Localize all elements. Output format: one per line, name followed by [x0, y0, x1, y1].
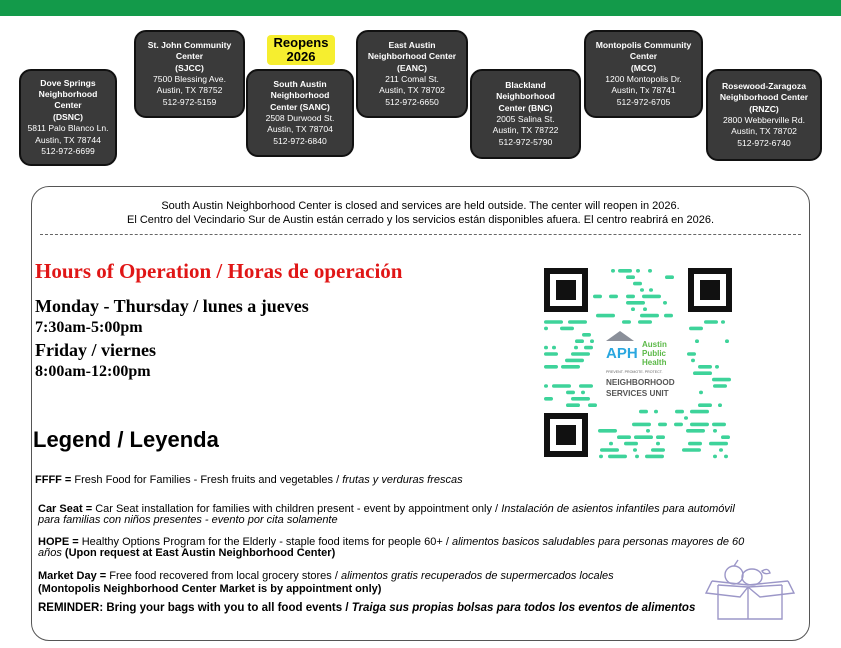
- food-event-reminder: [38, 603, 788, 614]
- aph-unit-line2: SERVICES UNIT: [606, 389, 669, 398]
- legend-market-day: [38, 570, 788, 596]
- qr-module: [725, 339, 729, 343]
- center-street: 7500 Blessing Ave.: [153, 74, 226, 84]
- info-panel: [31, 186, 810, 641]
- qr-module: [544, 397, 553, 401]
- center-card-sanc: [246, 69, 354, 157]
- qr-module: [544, 365, 558, 369]
- qr-module: [684, 416, 688, 420]
- qr-module: [687, 352, 696, 356]
- qr-module: [574, 346, 578, 350]
- legend-car-seat: [38, 504, 788, 526]
- legend-note-hope: (Upon request at East Austin Neighborhood Center): [64, 547, 336, 559]
- legend-note-market-day: (Montopolis Neighborhood Center Market is by appointment only): [38, 583, 382, 595]
- qr-module: [566, 391, 575, 395]
- qr-module: [691, 359, 695, 363]
- qr-finder-bottom-left: [544, 413, 588, 457]
- reopens-year: 2026: [286, 49, 316, 64]
- hours-days-fri: Friday / viernes: [35, 340, 156, 360]
- legend-desc-market-day: Free food recovered from local grocery stores /: [109, 570, 338, 582]
- center-abbr: (EANC): [396, 62, 428, 73]
- qr-module: [544, 384, 548, 388]
- qr-module: [596, 314, 615, 318]
- qr-module: [649, 288, 653, 292]
- legend-term-car-seat: Car Seat =: [38, 503, 93, 515]
- center-name: Rosewood-Zaragoza: [721, 80, 807, 91]
- center-street: 1200 Montopolis Dr.: [605, 74, 682, 84]
- center-street: 5811 Palo Blanco Ln.: [27, 123, 109, 134]
- center-abbr: (DSNC): [52, 111, 84, 122]
- qr-module: [590, 339, 594, 343]
- center-name: East Austin: [388, 39, 436, 50]
- center-name: South Austin: [273, 78, 327, 89]
- qr-module: [713, 455, 717, 459]
- hours-title: Hours of Operation / Horas de operación: [35, 259, 403, 283]
- qr-module: [715, 365, 719, 369]
- qr-module: [646, 429, 650, 433]
- qr-module: [721, 320, 725, 324]
- legend-es-car-seat-2: para familias con niños presentes - evento por cita solamente: [38, 514, 338, 526]
- qr-module: [566, 403, 580, 407]
- qr-module: [624, 442, 638, 446]
- qr-module: [544, 320, 563, 324]
- qr-module: [656, 442, 660, 446]
- qr-module: [552, 384, 571, 388]
- legend-es-market-day: alimentos gratis recuperados de supermercados locales: [340, 570, 614, 582]
- qr-module: [643, 307, 647, 311]
- aph-unit-line1: NEIGHBORHOOD: [606, 378, 675, 387]
- qr-module: [686, 429, 705, 433]
- qr-module: [698, 365, 712, 369]
- qr-module: [544, 346, 548, 350]
- legend-desc-car-seat: Car Seat installation for families with children present - event by appointment only /: [95, 503, 499, 515]
- qr-module: [721, 435, 730, 439]
- qr-module: [593, 295, 602, 299]
- qr-module: [582, 333, 591, 337]
- grocery-box-icon: [704, 557, 796, 621]
- legend-term-ffff: FFFF =: [35, 474, 72, 486]
- aph-tagline: PREVENT. PROMOTE. PROTECT.: [606, 370, 663, 374]
- qr-module: [642, 295, 661, 299]
- center-city: Austin, TX 78704: [267, 124, 333, 135]
- center-name: Neighborhood: [496, 91, 555, 102]
- qr-module: [719, 448, 723, 452]
- top-accent-bar: [0, 0, 841, 16]
- qr-module: [600, 448, 619, 452]
- legend-term-market-day: Market Day =: [38, 570, 107, 582]
- qr-module: [571, 352, 590, 356]
- qr-module: [609, 295, 618, 299]
- qr-module: [635, 455, 639, 459]
- qr-code[interactable]: [540, 265, 736, 461]
- center-phone: 512-972-6705: [616, 96, 671, 107]
- qr-module: [552, 346, 556, 350]
- center-name: Center: [629, 51, 658, 62]
- center-phone: 512-972-5159: [162, 96, 217, 107]
- qr-module: [654, 410, 658, 414]
- legend-hope: [38, 537, 788, 559]
- qr-module: [599, 455, 603, 459]
- center-name: Center (SANC): [270, 101, 330, 112]
- qr-module: [633, 448, 637, 452]
- qr-module: [698, 403, 712, 407]
- qr-module: [689, 327, 703, 331]
- center-city: Austin, TX 78702: [379, 85, 445, 96]
- aph-mark: APH: [606, 345, 638, 362]
- qr-finder-top-right: [688, 268, 732, 312]
- qr-module: [709, 442, 728, 446]
- center-street: 2005 Salina St.: [496, 114, 555, 124]
- qr-module: [560, 327, 574, 331]
- qr-module: [695, 339, 699, 343]
- center-city: Austin, Tx 78741: [611, 85, 676, 96]
- center-name: Center: [54, 100, 82, 111]
- qr-module: [636, 269, 640, 273]
- center-card-bnc: [470, 69, 581, 159]
- hours-time-fri: 8:00am-12:00pm: [35, 363, 151, 380]
- qr-module: [581, 391, 585, 395]
- dashed-divider: [40, 234, 801, 235]
- qr-module: [682, 448, 701, 452]
- center-card-mcc: [584, 30, 703, 118]
- qr-module: [544, 327, 548, 331]
- center-phone: 512-972-6740: [737, 137, 791, 148]
- qr-module: [622, 320, 631, 324]
- reminder-es: Traiga sus propias bolsas para todos los eventos de alimentos: [351, 602, 696, 614]
- legend-desc-ffff: Fresh Food for Families - Fresh fruits and vegetables /: [74, 474, 340, 486]
- qr-module: [617, 435, 631, 439]
- legend-es-ffff: frutas y verduras frescas: [342, 474, 463, 486]
- center-card-dsnc: [19, 69, 117, 166]
- center-name: Neighborhood Center: [719, 92, 809, 103]
- center-phone: 512-972-6840: [273, 135, 327, 146]
- center-phone: 512-972-6699: [41, 146, 95, 157]
- center-name: Center (BNC): [498, 102, 553, 113]
- qr-module: [688, 442, 702, 446]
- qr-module: [609, 442, 613, 446]
- center-card-sjcc: [134, 30, 245, 118]
- aph-org-line3: Health: [642, 358, 667, 367]
- qr-module: [611, 269, 615, 273]
- qr-module: [568, 320, 587, 324]
- center-name: St. John Community: [147, 39, 232, 50]
- legend-es-hope: alimentos basicos saludables para personas mayores de 60: [451, 536, 745, 548]
- reminder-en: REMINDER: Bring your bags with you to all food events /: [38, 602, 349, 614]
- legend-es-car-seat: Instalación de asientos infantiles para automóvil: [501, 503, 735, 515]
- center-street: 2800 Webberville Rd.: [722, 115, 805, 125]
- center-phone: 512-972-5790: [498, 136, 553, 147]
- qr-module: [638, 320, 652, 324]
- legend-title: Legend / Leyenda: [33, 427, 219, 452]
- qr-module: [565, 359, 584, 363]
- qr-module: [690, 410, 709, 414]
- qr-module: [640, 314, 659, 318]
- qr-module: [588, 403, 597, 407]
- reopens-label: Reopens: [273, 35, 329, 50]
- qr-module: [690, 423, 709, 427]
- qr-module: [658, 423, 667, 427]
- center-name: Blackland: [505, 79, 546, 90]
- aph-logo: [602, 327, 682, 403]
- qr-module: [575, 339, 584, 343]
- qr-module: [598, 429, 617, 433]
- qr-module: [665, 275, 674, 279]
- qr-module: [675, 410, 684, 414]
- closure-notice-en: South Austin Neighborhood Center is closed and services are held outside. The center will reopen in 2026.: [161, 200, 680, 212]
- legend-es-hope-2: años: [38, 547, 62, 559]
- qr-module: [634, 435, 653, 439]
- qr-module: [651, 448, 665, 452]
- qr-module: [699, 391, 703, 395]
- center-abbr: (SJCC): [175, 62, 204, 73]
- qr-module: [584, 346, 593, 350]
- qr-module: [632, 423, 651, 427]
- qr-module: [718, 403, 722, 407]
- qr-module: [674, 423, 683, 427]
- center-name: Neighborhood: [270, 90, 330, 101]
- qr-module: [561, 365, 580, 369]
- closure-notice-es: El Centro del Vecindario Sur de Austin están cerrado y los servicios están disponibles afuera. El centro reabrirá en 2026.: [127, 214, 714, 226]
- center-phone: 512-972-6650: [385, 96, 439, 107]
- aph-org-line2: Public: [642, 349, 667, 358]
- center-street: 2508 Durwood St.: [265, 113, 335, 123]
- qr-module: [571, 397, 590, 401]
- qr-finder-top-left: [544, 268, 588, 312]
- qr-module: [712, 378, 731, 382]
- qr-module: [656, 435, 665, 439]
- qr-module: [648, 269, 652, 273]
- qr-module: [626, 301, 645, 305]
- qr-module: [713, 384, 727, 388]
- qr-module: [579, 384, 593, 388]
- center-city: Austin, TX 78702: [731, 126, 797, 137]
- qr-module: [626, 295, 635, 299]
- qr-module: [618, 269, 632, 273]
- center-name: Center: [175, 51, 204, 62]
- qr-module: [544, 352, 558, 356]
- qr-module: [713, 429, 717, 433]
- reopens-badge: [267, 35, 335, 65]
- legend-desc-hope: Healthy Options Program for the Elderly - staple food items for people 60+ /: [81, 536, 449, 548]
- qr-module: [631, 307, 635, 311]
- aph-org-line1: Austin: [642, 340, 667, 349]
- center-name: Neighborhood Center: [367, 51, 457, 62]
- hours-time-mon-thu: 7:30am-5:00pm: [35, 319, 143, 336]
- center-abbr: (RNZC): [749, 103, 779, 114]
- qr-module: [712, 423, 726, 427]
- qr-module: [640, 288, 644, 292]
- center-city: Austin, TX 78752: [156, 85, 223, 96]
- qr-module: [663, 301, 667, 305]
- qr-module: [639, 410, 648, 414]
- center-abbr: (MCC): [630, 62, 657, 73]
- qr-module: [626, 275, 635, 279]
- qr-module: [608, 455, 627, 459]
- center-name: Neighborhood: [38, 88, 98, 99]
- qr-module: [693, 371, 712, 375]
- center-name: Montopolis Community: [595, 39, 692, 50]
- center-name: Dove Springs: [40, 77, 96, 88]
- qr-module: [724, 455, 728, 459]
- legend-term-hope: HOPE =: [38, 536, 79, 548]
- legend-ffff: [35, 475, 785, 486]
- center-card-eanc: [356, 30, 468, 118]
- qr-module: [664, 314, 673, 318]
- center-city: Austin, TX 78744: [35, 134, 101, 145]
- center-city: Austin, TX 78722: [492, 125, 559, 136]
- qr-module: [633, 282, 642, 286]
- center-card-rnzc: [706, 69, 822, 161]
- center-street: 211 Comal St.: [385, 74, 439, 84]
- hours-days-mon-thu: Monday - Thursday / lunes a jueves: [35, 296, 309, 316]
- qr-module: [645, 455, 664, 459]
- qr-module: [704, 320, 718, 324]
